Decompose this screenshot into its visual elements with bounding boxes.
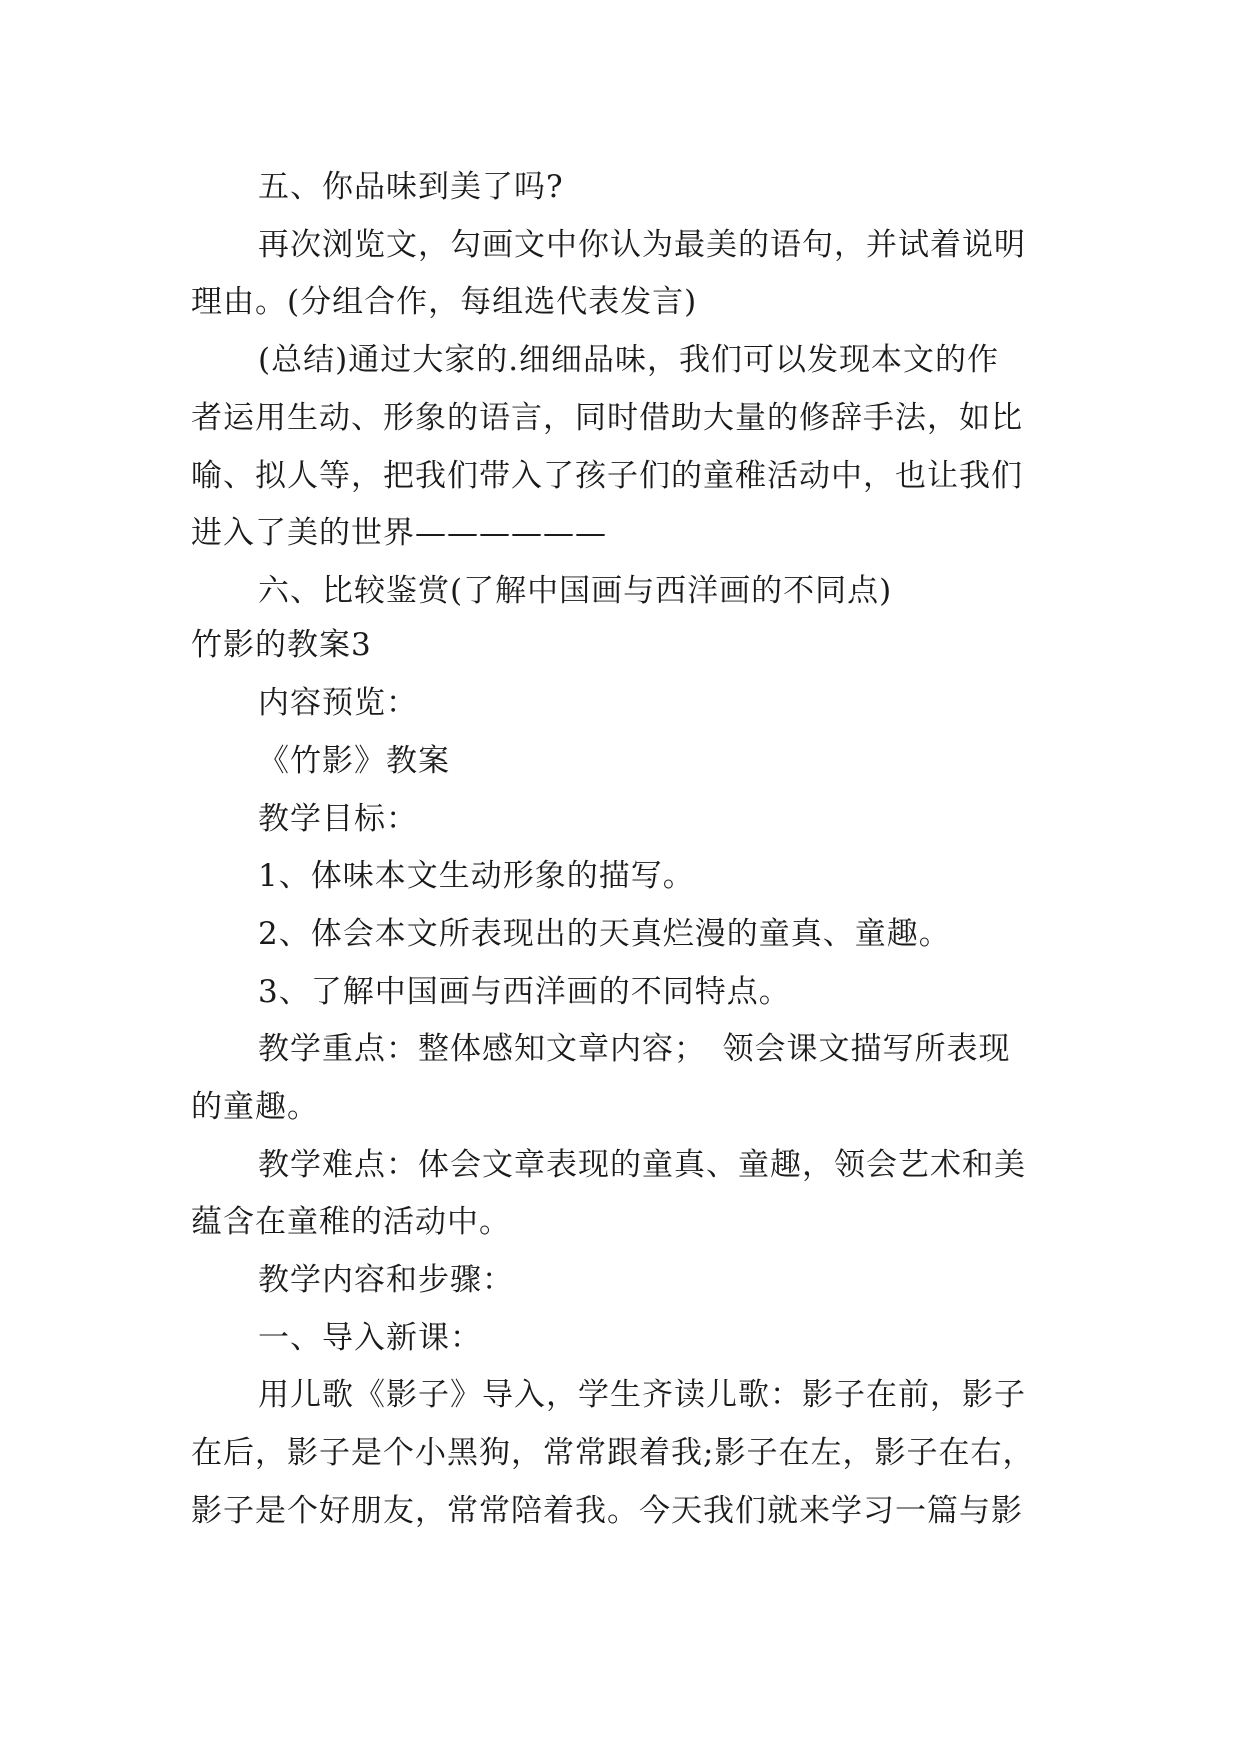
- paragraph-line: 进入了美的世界——————: [191, 515, 607, 551]
- paragraph-line: 再次浏览文，勾画文中你认为最美的语句，并试着说明: [258, 227, 1026, 263]
- paragraph-line: 教学重点：整体感知文章内容； 领会课文描写所表现: [258, 1031, 1011, 1067]
- paragraph-line: 喻、拟人等，把我们带入了孩子们的童稚活动中，也让我们: [191, 458, 1023, 494]
- paragraph-line: 理由。(分组合作，每组选代表发言): [191, 284, 698, 320]
- section-heading-5: 五、你品味到美了吗?: [258, 169, 564, 205]
- paragraph-line: 内容预览：: [258, 685, 418, 721]
- paragraph-line: 用儿歌《影子》导入，学生齐读儿歌：影子在前，影子: [258, 1377, 1026, 1413]
- document-title: 竹影的教案3: [191, 627, 372, 663]
- paragraph-line: 者运用生动、形象的语言，同时借助大量的修辞手法，如比: [191, 400, 1023, 436]
- paragraph-line: 影子是个好朋友，常常陪着我。今天我们就来学习一篇与影: [191, 1493, 1023, 1529]
- paragraph-line: 的童趣。: [191, 1089, 319, 1125]
- paragraph-line: 一、导入新课：: [258, 1320, 482, 1356]
- paragraph-line: 教学目标：: [258, 801, 418, 837]
- paragraph-line: 教学内容和步骤：: [258, 1262, 514, 1298]
- paragraph-line: 《竹影》教案: [258, 743, 450, 779]
- paragraph-line: 在后，影子是个小黑狗，常常跟着我;影子在左，影子在右，: [191, 1435, 1035, 1471]
- paragraph-line: 教学难点：体会文章表现的童真、童趣，领会艺术和美: [258, 1147, 1026, 1183]
- section-heading-6: 六、比较鉴赏(了解中国画与西洋画的不同点): [258, 573, 893, 609]
- list-item: 3、了解中国画与西洋画的不同特点。: [258, 974, 791, 1010]
- list-item: 1、体味本文生动形象的描写。: [258, 858, 695, 894]
- list-item: 2、体会本文所表现出的天真烂漫的童真、童趣。: [258, 916, 951, 952]
- paragraph-line: (总结)通过大家的.细细品味，我们可以发现本文的作: [258, 342, 1000, 378]
- paragraph-line: 蕴含在童稚的活动中。: [191, 1204, 511, 1240]
